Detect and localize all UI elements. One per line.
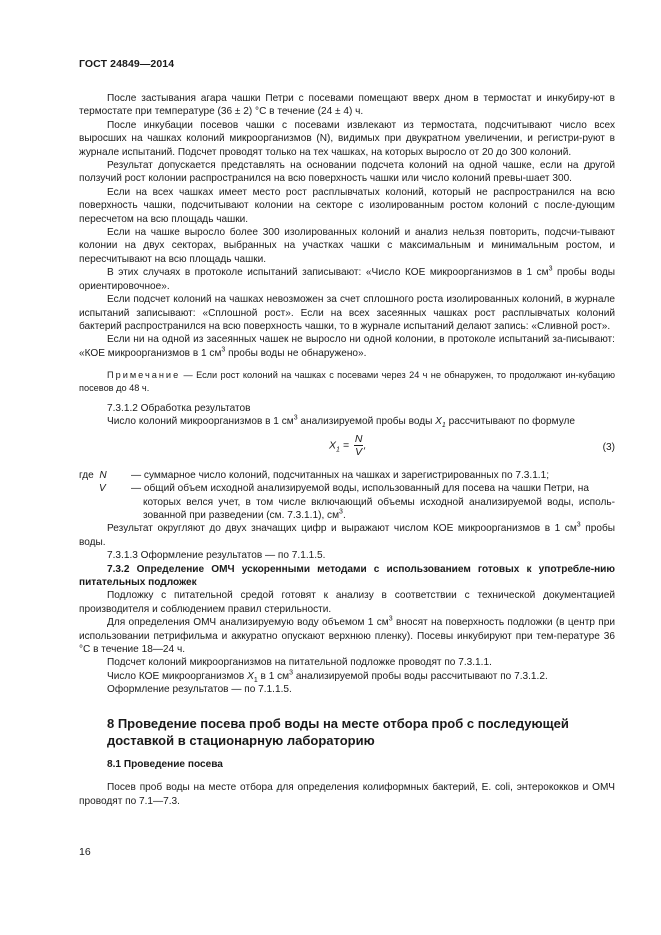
note-text: Если рост колоний на чашках с посевами через 24 ч не обнаружен, то продолжают ин-кубацию посевов до 48 ч.	[79, 370, 615, 393]
definition-symbol	[79, 469, 131, 482]
paragraph: Подсчет колоний микроорганизмов на питательной подложке проводят по 7.3.1.1.	[107, 657, 492, 669]
subsection-title: 7.3.1.3 Оформление результатов — по 7.1.1.5.	[107, 550, 326, 562]
subscript: 1	[253, 676, 258, 684]
note-dash: —	[180, 370, 197, 381]
fraction-numerator: N	[354, 432, 363, 445]
page-number: 16	[79, 846, 91, 858]
note-label: Примечание	[107, 370, 181, 381]
variable-x: X	[247, 670, 254, 682]
definition-text: — суммарное число колоний, подсчитанных на чашках и зарегистрированных по 7.3.1.1;	[131, 469, 550, 481]
paragraph	[79, 670, 615, 683]
symbol-n: N	[99, 469, 107, 481]
text: Если ни на одной из засеянных чашек не выросло ни одной колонии, в протоколе испытаний за-писывают: «КОЕ микроорганизмов в 1 см	[79, 334, 615, 359]
paragraph: Результат допускается представлять на основании подсчета колоний на одной чашке, если на другой ползучий рост колонии распространился на всю поверхность чашки или число колоний превы-шает 300.	[79, 160, 615, 185]
definition-symbol	[79, 482, 131, 495]
definition-text: — общий объем исходной анализируемой воды, использованный для посева на чашки Петри, на	[131, 483, 589, 495]
text: которых велся учет, в том числе включающий объемы исходной анализируемой воды, исполь-зованной при разведении (см. 7.3.1.1), см	[143, 496, 615, 521]
formula-lhs-sub: 1	[336, 446, 340, 454]
text: Результат округляют до двух значащих цифр и выражают числом КОЕ микроорганизмов в 1 см	[107, 523, 577, 535]
formula-lhs: X	[329, 439, 337, 452]
variable-definitions	[79, 469, 615, 523]
text: в 1 см	[257, 670, 290, 682]
formula-equals: =	[339, 439, 352, 452]
text: анализируемой пробы воды рассчитывают по 7.3.1.2.	[293, 670, 548, 682]
superscript: 3	[388, 615, 393, 623]
formula	[79, 433, 615, 463]
superscript: 3	[576, 522, 581, 530]
subsection-heading: 8.1 Проведение посева	[107, 758, 223, 770]
text: Число колоний микроорганизмов в 1 см	[107, 416, 294, 428]
paragraph: Если подсчет колоний на чашках невозможен за счет сплошного роста изолированных колоний, в журнале испытаний записывают: «Сплошной рост». Если на всех засеянных чашках рост расплывчатых колоний бактерий распространился на всю поверхность чашки, то в журнале испытаний делают запись: «Сливной рост».	[79, 294, 615, 332]
where-label: где	[79, 469, 94, 481]
text: анализируемой пробы воды	[297, 416, 436, 428]
symbol-v: V	[99, 483, 106, 495]
definition-v	[79, 482, 615, 495]
text: пробы воды.	[79, 523, 615, 548]
definition-continuation: которых велся учет, в том числе включающий объемы исходной анализируемой воды, исполь-зованной при разведении (см. 7.3.1.1), $см^3$.	[143, 496, 615, 521]
superscript: 3	[548, 265, 553, 273]
paragraph: Если на всех чашках имеет место рост расплывчатых колоний, который не распространился на всю поверхность чашки, подсчитывают колонии на секторе с изолированным ростом колоний с после-дующим пересчетом на всю площадь чашки.	[79, 186, 615, 225]
paragraph	[79, 266, 615, 293]
note	[79, 369, 615, 394]
paragraph: Оформление результатов — по 7.1.1.5.	[107, 684, 292, 696]
fraction-denominator: V	[355, 445, 363, 458]
text: вносят на поверхность подложки (в центр при использовании петрифильма и аккуратно опускают верхнюю пленку). Посевы инкубируют при тем-пературе 36 °С в течение 18—24 ч.	[79, 617, 615, 656]
paragraph: Посев проб воды на месте отбора для определения колиформных бактерий, E. coli, энтерококков и ОМЧ проводят по 7.1—7.3.	[79, 782, 615, 807]
subsection-title-bold: 7.3.2 Определение ОМЧ ускоренными методами с использованием готовых к употребле-нию питательных подложек	[79, 563, 615, 588]
paragraph	[79, 333, 615, 360]
variable-x: X	[435, 416, 442, 428]
text: Для определения ОМЧ анализируемую воду объемом 1 см	[107, 617, 389, 629]
document-body	[79, 92, 615, 808]
paragraph	[79, 616, 615, 656]
superscript: 3	[289, 669, 294, 677]
formula-expression	[329, 433, 366, 458]
paragraph	[79, 522, 615, 549]
text: В этих случаях в протоколе испытаний записывают: «Число КОЕ микроорганизмов в 1 см	[107, 267, 549, 279]
formula-comma: ,	[363, 439, 367, 452]
paragraph: После застывания агара чашки Петри с посевами помещают вверх дном в термостат и инкубиру-ют в термостате при температуре (36 ± 2) °C в течение (24 ± 4) ч.	[79, 93, 615, 118]
text: пробы воды не обнаружено».	[225, 347, 367, 359]
subsection-title: 7.3.1.2 Обработка результатов	[107, 402, 251, 414]
subscript: 1	[441, 422, 446, 430]
text: пробы воды ориентировочное».	[79, 267, 615, 292]
superscript: 3	[339, 508, 343, 516]
paragraph	[79, 415, 615, 428]
paragraph: Если на чашке выросло более 300 изолированных колоний и анализ нельзя повторить, подсчи-тывают колонии на двух секторах, выбранных на участках чашки с максимальным и минимальным ростом, и пересчитывают на всю площадь чашки.	[79, 227, 615, 265]
equation-number: (3)	[602, 441, 615, 453]
section-heading: 8 Проведение посева проб воды на месте отбора проб с последующей доставкой в стационарную лабораторию	[107, 715, 569, 748]
paragraph: После инкубации посевов чашки с посевами извлекают из термостата, подсчитывают число всех выросших на чашках колоний микроорганизмов (N), видимых при двукратном увеличении, и регистри-руют в журнале испытаний. Подсчет проводят только на тех чашках, на которых выросло от 20 до 300 колоний.	[79, 119, 615, 158]
paragraph: Подложку с питательной средой готовят к анализу в соответствии с технической документацией производителя и соблюдением правил стерильности.	[79, 590, 615, 615]
definition-n	[79, 469, 615, 482]
text: рассчитывают по формуле	[445, 416, 576, 428]
superscript: 3	[293, 414, 298, 422]
text: Число КОЕ микроорганизмов	[107, 670, 248, 682]
document-header: ГОСТ 24849—2014	[79, 58, 175, 70]
superscript: 3	[221, 346, 226, 354]
